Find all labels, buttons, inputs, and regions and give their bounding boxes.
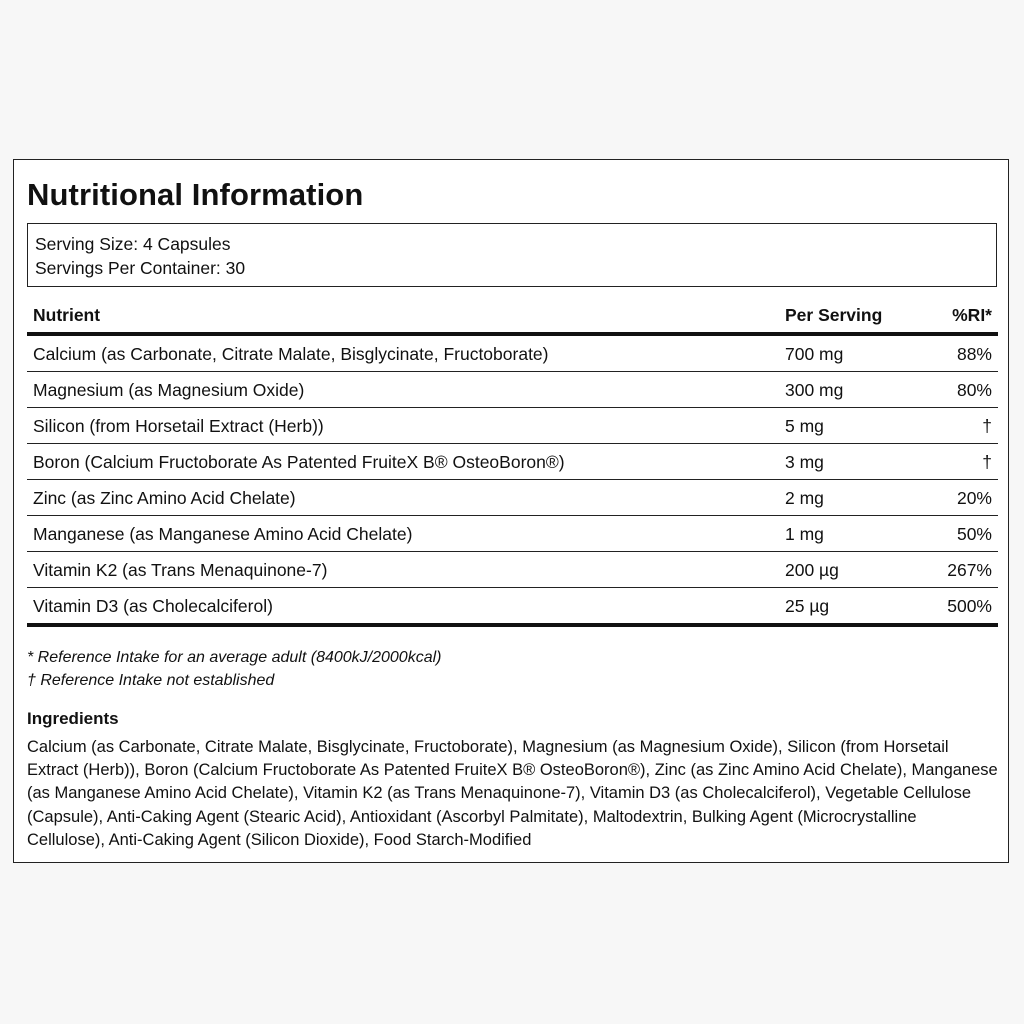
header-per-serving: Per Serving [785, 305, 883, 325]
nutrient-ri: 80% [956, 380, 992, 400]
table-row [27, 480, 998, 516]
serving-size: Serving Size: 4 Capsules [35, 234, 231, 254]
servings-per-container: Servings Per Container: 30 [35, 258, 246, 278]
table-row [27, 516, 998, 552]
table-row [27, 444, 998, 480]
nutrient-name: Vitamin D3 (as Cholecalciferol) [33, 596, 273, 616]
nutrient-name: Boron (Calcium Fructoborate As Patented FruiteX B® OsteoBoron®) [33, 452, 565, 472]
nutrient-amount: 1 mg [785, 524, 824, 544]
nutrient-amount: 700 mg [785, 344, 844, 364]
table-row [27, 588, 998, 627]
nutrient-ri: 267% [947, 560, 992, 580]
ingredients-list: Calcium (as Carbonate, Citrate Malate, Bisglycinate, Fructoborate), Magnesium (as Magnesium Oxide), Silicon (from Horsetail Extract (Herb)), Boron (Calcium Fructoborate As Patented FruiteX B® OsteoBoron®), Zinc (as Zinc Amino Acid Chelate), Manganese (as Manganese Amino Acid Chelate), Vitamin K2 (as Trans Menaquinone-7), Vitamin D3 (as Cholecalciferol), Vegetable Cellulose (Capsule), Anti-Caking Agent (Stearic Acid), Antioxidant (Ascorbyl Palmitate), Maltodextrin, Bulking Agent (Microcrystalline Cellulose), Anti-Caking Agent (Silicon Dioxide), Food Starch-Modified [27, 738, 998, 849]
nutrient-ri: 50% [956, 524, 992, 544]
footnote-not-established: † Reference Intake not established [27, 672, 275, 689]
nutrient-name: Magnesium (as Magnesium Oxide) [33, 380, 305, 400]
nutrient-amount: 3 mg [785, 452, 824, 472]
nutrient-amount: 5 mg [785, 416, 824, 436]
nutrient-amount: 200 µg [785, 560, 839, 580]
table-row [27, 552, 998, 588]
nutrition-table [27, 298, 998, 627]
table-row [27, 336, 998, 372]
table-row [27, 372, 998, 408]
nutrient-name: Calcium (as Carbonate, Citrate Malate, Bisglycinate, Fructoborate) [33, 344, 549, 364]
table-row [27, 408, 998, 444]
nutrient-name: Manganese (as Manganese Amino Acid Chelate) [33, 524, 413, 544]
nutrient-amount: 2 mg [785, 488, 824, 508]
nutrient-name: Vitamin K2 (as Trans Menaquinone-7) [33, 560, 328, 580]
nutrient-amount: 25 µg [785, 596, 830, 616]
nutrient-amount: 300 mg [785, 380, 844, 400]
footnote-reference-intake: * Reference Intake for an average adult (8400kJ/2000kcal) [27, 649, 442, 666]
table-header [27, 298, 998, 336]
panel-title: Nutritional Information [27, 177, 364, 212]
nutrient-name: Silicon (from Horsetail Extract (Herb)) [33, 416, 324, 436]
header-ri: %RI* [952, 305, 992, 325]
nutrient-name: Zinc (as Zinc Amino Acid Chelate) [33, 488, 296, 508]
nutrient-ri: † [982, 452, 992, 472]
nutrient-ri: 500% [947, 596, 992, 616]
nutrient-ri: † [982, 416, 992, 436]
header-nutrient: Nutrient [33, 305, 101, 325]
serving-info-box [27, 223, 997, 287]
ingredients-heading: Ingredients [27, 709, 119, 728]
footnotes [27, 646, 441, 692]
nutrient-ri: 88% [956, 344, 992, 364]
nutrient-ri: 20% [956, 488, 992, 508]
nutrition-panel [13, 159, 1009, 863]
